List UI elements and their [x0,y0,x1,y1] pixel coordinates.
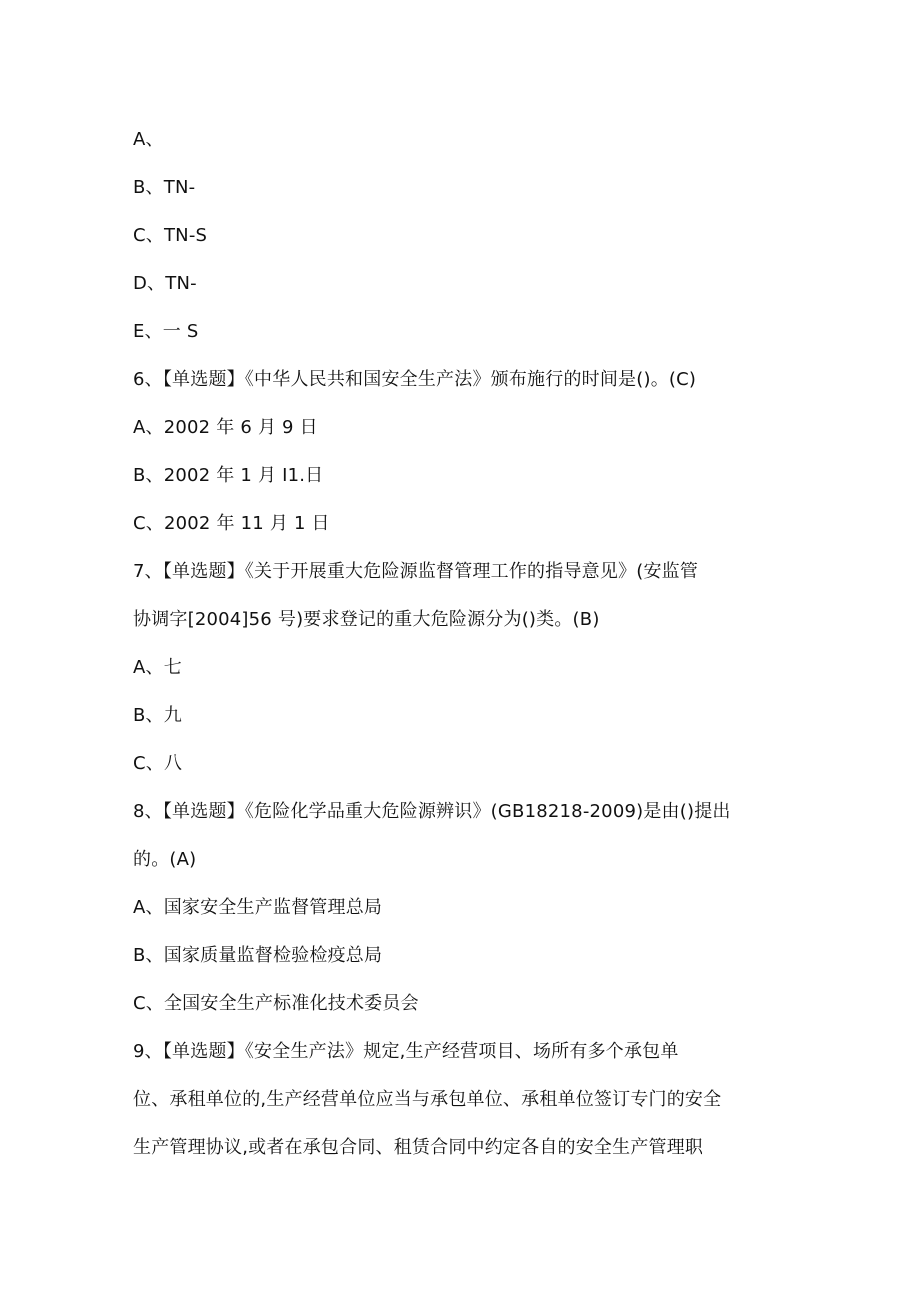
q7-option-c-line: C、八 [133,753,183,774]
option-b-line: B、TN- [133,177,196,198]
question-7-line-2: 协调字[2004]56 号)要求登记的重大危险源分为()类。(B) [133,609,600,630]
document-body [133,116,793,1172]
question-9-line-1: 9、【单选题】《安全生产法》规定,生产经营项目、场所有多个承包单 [133,1041,679,1062]
q6-option-b-line: B、2002 年 1 月 I1.日 [133,465,324,486]
question-9-line-2: 位、承租单位的,生产经营单位应当与承包单位、承租单位签订专门的安全 [133,1089,722,1110]
question-6-line: 6、【单选题】《中华人民共和国安全生产法》颁布施行的时间是()。(C) [133,369,697,390]
q7-option-a-line: A、七 [133,657,182,678]
q6-option-c-line: C、2002 年 11 月 1 日 [133,513,330,534]
q7-option-b-line: B、九 [133,705,182,726]
option-e-line: E、一 S [133,321,199,342]
question-8-line-2: 的。(A) [133,849,197,870]
q8-option-b-line: B、国家质量监督检验检疫总局 [133,945,383,966]
q6-option-a-line: A、2002 年 6 月 9 日 [133,417,318,438]
q8-option-a-line: A、国家安全生产监督管理总局 [133,897,383,918]
option-d-line: D、TN- [133,273,197,294]
question-9-line-3: 生产管理协议,或者在承包合同、租赁合同中约定各自的安全生产管理职 [133,1137,704,1158]
question-7-line-1: 7、【单选题】《关于开展重大危险源监督管理工作的指导意见》(安监管 [133,561,699,582]
question-8-line-1: 8、【单选题】《危险化学品重大危险源辨识》(GB18218-2009)是由()提出 [133,801,731,822]
q8-option-c-line: C、全国安全生产标准化技术委员会 [133,993,419,1014]
option-a-line: A、 [133,129,164,150]
option-c-line: C、TN-S [133,225,208,246]
